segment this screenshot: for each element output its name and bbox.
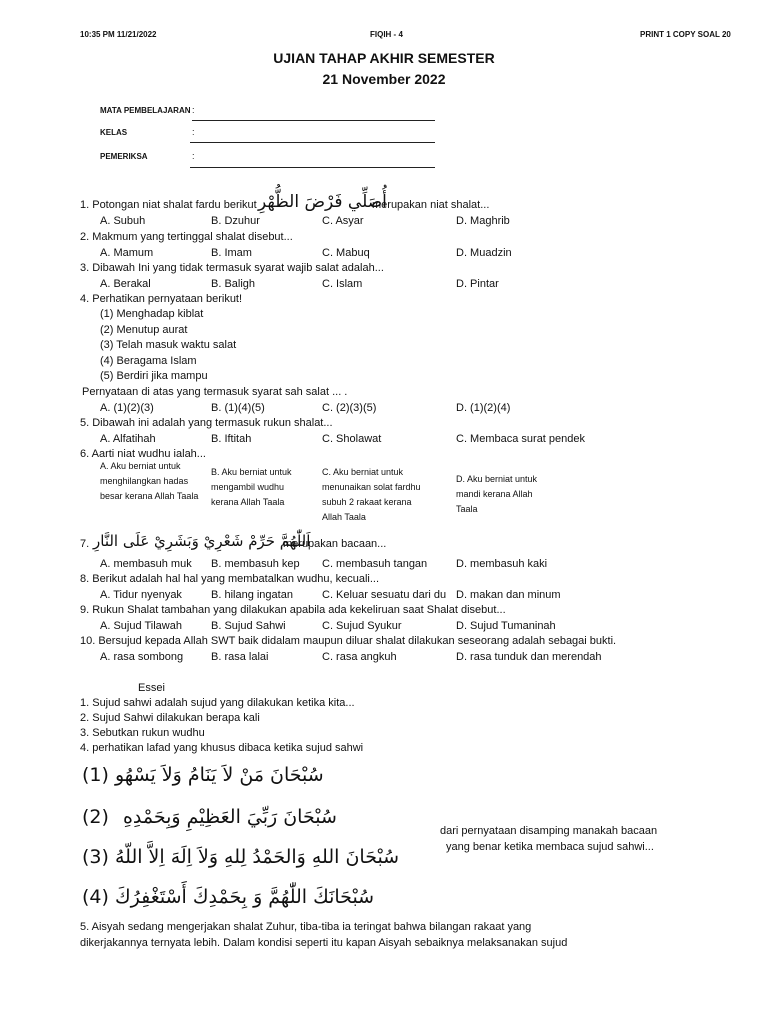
- q2-option-a: A. Mamum: [100, 247, 154, 259]
- essay-heading: Essei: [138, 682, 165, 694]
- q4-option-b: B. (1)(4)(5): [211, 402, 265, 414]
- exam-date: 21 November 2022: [322, 71, 446, 87]
- q5-option-a: A. Alfatihah: [100, 433, 156, 445]
- question-5: 5. Dibawah ini adalah yang termasuk rukun shalat...: [80, 417, 333, 429]
- field-class-line: [190, 142, 435, 143]
- essay-arabic-option-3-text: سُبْحَانَ اللهِ وَالحَمْدُ لِلهِ وَلاَ اِلَهَ اِلاَّ اللّهُ: [114, 846, 400, 868]
- q8-option-d: D. makan dan minum: [456, 589, 561, 601]
- q10-option-a: A. rasa sombong: [100, 651, 184, 663]
- field-class-label: KELAS: [100, 128, 128, 137]
- q4-item-5: (5) Berdiri jika mampu: [100, 370, 208, 382]
- q4-option-a: A. (1)(2)(3): [100, 402, 154, 414]
- q6-option-a: A. Aku berniat untuk menghilangkan hadas besar kerana Allah Taala: [100, 461, 199, 501]
- essay-side-note-line-2: yang benar ketika membaca sujud sahwi...: [446, 841, 654, 853]
- q4-option-c: C. (2)(3)(5): [322, 402, 377, 414]
- essay-item-3: 3. Sebutkan rukun wudhu: [80, 727, 205, 739]
- print-doc-name: FIQIH - 4: [370, 30, 403, 39]
- q4-item-4: (4) Beragama Islam: [100, 355, 197, 367]
- q10-option-b: B. rasa lalai: [211, 651, 269, 663]
- essay-arabic-option-4-text: سُبْحَانَكَ اللّٰهُمَّ وَ بِحَمْدِكَ أَسْتَغْفِرُكَ: [114, 886, 375, 908]
- essay-arabic-option-2-text: سُبْحَانَ رَبِّيَ العَظِيْمِ وَبِحَمْدِهِ: [122, 806, 337, 828]
- q5-option-b: B. Iftitah: [211, 433, 252, 445]
- q3-option-c: C. Islam: [322, 278, 363, 290]
- q2-option-b: B. Imam: [211, 247, 252, 259]
- field-subject-colon: :: [192, 105, 195, 115]
- field-class-colon: :: [192, 127, 195, 137]
- essay-item-5-line-1: 5. Aisyah sedang mengerjakan shalat Zuhur, tiba-tiba ia teringat bahwa bilangan rakaat yang: [80, 921, 532, 933]
- field-examiner-label: PEMERIKSA: [100, 152, 148, 161]
- q8-option-a: A. Tidur nyenyak: [100, 589, 182, 601]
- q7-option-c: C. membasuh tangan: [322, 558, 428, 570]
- question-9: 9. Rukun Shalat tambahan yang dilakukan apabila ada kekeliruan saat Shalat disebut...: [80, 604, 506, 616]
- question-4: 4. Perhatikan pernyataan berikut!: [80, 293, 243, 305]
- essay-item-2: 2. Sujud Sahwi dilakukan berapa kali: [80, 712, 260, 724]
- essay-arabic-option-1-text: سُبْحَانَ مَنْ لاَ يَنَامُ وَلاَ يَسْهُو: [114, 764, 324, 786]
- q8-option-c: C. Keluar sesuatu dari du: [322, 589, 447, 601]
- q9-option-b: B. Sujud Sahwi: [211, 620, 286, 632]
- q4-option-d: D. (1)(2)(4): [456, 402, 511, 414]
- question-8: 8. Berikut adalah hal hal yang membatalkan wudhu, kecuali...: [80, 573, 380, 585]
- essay-arabic-option-1-num: (1): [82, 764, 109, 786]
- q4-followup: Pernyataan di atas yang termasuk syarat sah salat ... .: [82, 386, 348, 398]
- q10-option-d: D. rasa tunduk dan merendah: [456, 651, 602, 663]
- question-6: 6. Aarti niat wudhu ialah...: [80, 448, 206, 460]
- question-1-prefix: 1. Potongan niat shalat fardu berikut: [80, 199, 257, 211]
- question-7-prefix: 7.: [80, 538, 90, 550]
- essay-arabic-option-2-num: (2): [82, 806, 109, 828]
- q5-option-c: C. Sholawat: [322, 433, 382, 445]
- q1-option-d: D. Maghrib: [456, 215, 510, 227]
- field-examiner-line: [190, 167, 435, 168]
- question-2: 2. Makmum yang tertinggal shalat disebut...: [80, 231, 293, 243]
- page-title: UJIAN TAHAP AKHIR SEMESTER: [273, 50, 495, 66]
- q3-option-d: D. Pintar: [456, 278, 499, 290]
- q9-option-c: C. Sujud Syukur: [322, 620, 402, 632]
- print-label: PRINT 1 COPY SOAL 20: [640, 30, 731, 39]
- essay-item-4: 4. perhatikan lafad yang khusus dibaca ketika sujud sahwi: [80, 742, 364, 754]
- q4-item-1: (1) Menghadap kiblat: [100, 308, 204, 320]
- question-7-arabic: اَللّٰهُمَّ حَرِّمْ شَعْرِيْ وَبَشَرِيْ عَلَى النَّارِ: [93, 532, 311, 550]
- q7-option-d: D. membasuh kaki: [456, 558, 548, 570]
- q3-option-b: B. Baligh: [211, 278, 256, 290]
- question-3: 3. Dibawah Ini yang tidak termasuk syarat wajib salat adalah...: [80, 262, 384, 274]
- q3-option-a: A. Berakal: [100, 278, 151, 290]
- essay-arabic-option-3: [82, 846, 399, 868]
- field-examiner-colon: :: [192, 151, 195, 161]
- essay-arabic-option-4: [82, 886, 374, 908]
- q7-option-a: A. membasuh muk: [100, 558, 192, 570]
- q4-item-3: (3) Telah masuk waktu salat: [100, 339, 237, 351]
- question-10: 10. Bersujud kepada Allah SWT baik didalam maupun diluar shalat dilakukan seseorang adalah sebagai bukti.: [80, 635, 617, 647]
- essay-item-5-line-2: dikerjakannya ternyata lebih. Dalam kondisi seperti itu kapan Aisyah sebaiknya melaksanakan sujud: [80, 937, 568, 949]
- q4-item-2: (2) Menutup aurat: [100, 324, 188, 336]
- q6-option-d: D. Aku berniat untuk mandi kerana Allah Taala: [456, 474, 538, 514]
- q1-option-c: C. Asyar: [322, 215, 364, 227]
- q7-option-b: B. membasuh kep: [211, 558, 300, 570]
- q5-option-d: C. Membaca surat pendek: [456, 433, 586, 445]
- q9-option-a: A. Sujud Tilawah: [100, 620, 182, 632]
- essay-arabic-option-4-num: (4): [82, 886, 109, 908]
- question-1-suffix: merupakan niat shalat...: [372, 199, 490, 211]
- field-subject-line: [192, 120, 435, 121]
- q10-option-c: C. rasa angkuh: [322, 651, 397, 663]
- print-datetime: 10:35 PM 11/21/2022: [80, 30, 157, 39]
- essay-side-note-line-1: dari pernyataan disamping manakah bacaan: [440, 825, 658, 837]
- q2-option-d: D. Muadzin: [456, 247, 512, 259]
- q1-option-b: B. Dzuhur: [211, 215, 260, 227]
- question-1-arabic: أُصَلِّي فَرْضَ الظُّهْرِ: [258, 192, 387, 212]
- essay-arabic-option-2: [82, 806, 337, 828]
- question-7-suffix: merupakan bacaan...: [283, 538, 387, 550]
- q6-option-c: C. Aku berniat untuk menunaikan solat fardhu subuh 2 rakaat kerana Allah Taala: [322, 467, 421, 522]
- essay-arabic-option-3-num: (3): [82, 846, 109, 868]
- essay-item-1: 1. Sujud sahwi adalah sujud yang dilakukan ketika kita...: [80, 697, 355, 709]
- q2-option-c: C. Mabuq: [322, 247, 370, 259]
- essay-arabic-option-1: [82, 764, 324, 786]
- q8-option-b: B. hilang ingatan: [211, 589, 293, 601]
- field-subject-label: MATA PEMBELAJARAN: [100, 106, 191, 115]
- q9-option-d: D. Sujud Tumaninah: [456, 620, 556, 632]
- q6-option-b: B. Aku berniat untuk mengambil wudhu kerana Allah Taala: [211, 467, 292, 507]
- q1-option-a: A. Subuh: [100, 215, 146, 227]
